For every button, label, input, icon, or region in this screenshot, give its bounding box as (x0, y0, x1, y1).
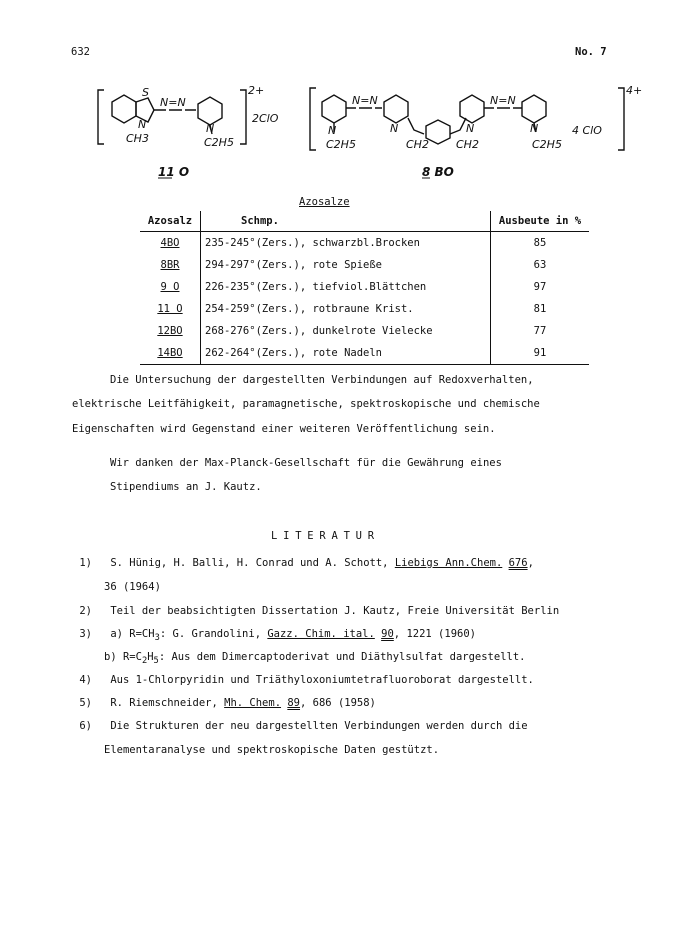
table-row (140, 254, 589, 276)
reference-text: R. Riemschneider, (110, 697, 225, 709)
label-8bo: 8 BO (422, 165, 454, 179)
issue-number: No. 7 (575, 46, 607, 58)
table-row (140, 276, 589, 298)
reference-text: b) R=C (104, 651, 142, 663)
reference-number: 1) (79, 557, 92, 569)
cell-ausbeute: 77 (533, 325, 547, 337)
svg-text:N: N (206, 122, 215, 135)
reference-journal: Gazz. Chim. ital. (267, 628, 375, 640)
svg-text:N: N (530, 122, 539, 135)
reference-text: Teil der beabsichtigten Dissertation J. Kautz, Freie Universität Berlin (110, 605, 560, 617)
cell-schmp: 235-245°(Zers.), schwarzbl.Brocken (201, 232, 491, 255)
anion-right: 4 ClO (572, 124, 602, 137)
reference-text: , (527, 557, 534, 569)
reference-text: : G. Grandolini, (159, 628, 268, 640)
cell-ausbeute: 81 (533, 303, 547, 315)
svg-text:N: N (390, 122, 399, 135)
reference-3b (104, 651, 525, 666)
table-row (140, 298, 589, 320)
charge-left: 2+ (248, 84, 265, 97)
svg-text:N=N: N=N (490, 94, 516, 107)
page-number: 632 (71, 46, 90, 58)
reference-volume: 89 (287, 697, 301, 709)
cell-schmp: 268-276°(Zers.), dunkelrote Vielecke (201, 320, 491, 342)
sub-ch3: CH3 (126, 132, 149, 145)
reference-number: 6) (79, 720, 92, 732)
reference-text: S. Hünig, H. Balli, H. Conrad und A. Schott, (110, 557, 395, 569)
cell-azosalz: 11 O (140, 298, 201, 320)
table-row (140, 320, 589, 342)
reference-text: Aus 1-Chlorpyridin und Triäthyloxoniumtetrafluoroborat dargestellt. (110, 674, 534, 686)
table-row (140, 232, 589, 255)
paragraph-line: Die Untersuchung der dargestellten Verbindungen auf Redoxverhalten, (110, 374, 534, 386)
paragraph-line: Eigenschaften wird Gegenstand einer weiteren Veröffentlichung sein. (72, 423, 496, 435)
subscript: 2 (141, 656, 148, 667)
reference-5 (66, 697, 376, 709)
reference-journal: Mh. Chem. (224, 697, 282, 709)
sub-c2h5-right-left: C2H5 (326, 138, 356, 151)
cell-azosalz: 4BO (140, 232, 201, 255)
cell-schmp: 262-264°(Zers.), rote Nadeln (201, 342, 491, 365)
sub-c2h5-right-right: C2H5 (532, 138, 562, 151)
acknowledgement-line: Wir danken der Max-Planck-Gesellschaft für die Gewährung eines (110, 457, 502, 469)
reference-text: Die Strukturen der neu dargestellten Verbindungen werden durch die (110, 720, 528, 732)
cell-ausbeute: 97 (533, 281, 547, 293)
reference-3a (66, 628, 476, 643)
reference-4 (66, 674, 534, 686)
subscript: 5 (153, 656, 159, 667)
table-row (140, 342, 589, 365)
cell-azosalz: 14BO (140, 342, 201, 365)
reference-number: 3) (79, 628, 92, 640)
anion-left: 2ClO (252, 112, 279, 125)
reference-1 (66, 557, 534, 569)
header-ausbeute: Ausbeute in % (491, 211, 590, 232)
paragraph-line: elektrische Leitfähigkeit, paramagnetische, spektroskopische und chemische (72, 398, 540, 410)
header-schmp: Schmp. (201, 211, 491, 232)
reference-1-cont: 36 (1964) (104, 581, 161, 593)
reference-text: , 686 (1958) (300, 697, 376, 709)
label-11o: 11 O (158, 165, 190, 179)
chemical-structures (90, 82, 643, 182)
svg-text:N: N (138, 118, 147, 131)
svg-text:N: N (328, 124, 337, 137)
cell-schmp: 294-297°(Zers.), rote Spieße (201, 254, 491, 276)
cell-azosalz: 12BO (140, 320, 201, 342)
reference-volume: 90 (381, 628, 394, 640)
svg-text:N=N: N=N (352, 94, 378, 107)
reference-number: 4) (79, 674, 92, 686)
reference-2 (66, 605, 559, 617)
reference-number: 2) (79, 605, 92, 617)
reference-6 (66, 720, 528, 732)
sub-ch2-left: CH2 (406, 138, 429, 151)
cell-ausbeute: 91 (491, 342, 590, 365)
azosalze-table (140, 211, 589, 365)
svg-text:S: S (142, 86, 149, 99)
cell-azosalz: 8BR (140, 254, 201, 276)
cell-schmp: 226-235°(Zers.), tiefviol.Blättchen (201, 276, 491, 298)
charge-right: 4+ (626, 84, 643, 97)
cell-ausbeute: 63 (533, 259, 547, 271)
sub-c2h5: C2H5 (204, 136, 234, 149)
table-title: Azosalze (299, 196, 350, 208)
literature-heading: LITERATUR (271, 530, 380, 542)
cell-schmp: 254-259°(Zers.), rotbraune Krist. (201, 298, 491, 320)
table-header-row (140, 211, 589, 232)
reference-text: , 1221 (1960) (393, 628, 476, 640)
reference-journal: Liebigs Ann.Chem. (394, 557, 503, 569)
svg-text:N: N (466, 122, 475, 135)
acknowledgement-line: Stipendiums an J. Kautz. (110, 481, 262, 493)
reference-text: a) R=CH (110, 628, 155, 640)
reference-6-cont: Elementaranalyse und spektroskopische Daten gestützt. (104, 744, 440, 756)
cell-azosalz: 9 O (140, 276, 201, 298)
svg-text:N=N: N=N (160, 96, 186, 109)
sub-ch2-right: CH2 (456, 138, 479, 151)
reference-volume: 676 (508, 557, 528, 569)
reference-number: 5) (79, 697, 92, 709)
subscript: 3 (154, 633, 160, 644)
header-azosalz: Azosalz (140, 211, 201, 232)
reference-text: H (147, 651, 154, 663)
reference-text: : Aus dem Dimercaptoderivat und Diäthylsulfat dargestellt. (158, 651, 526, 663)
cell-ausbeute: 85 (533, 237, 547, 249)
